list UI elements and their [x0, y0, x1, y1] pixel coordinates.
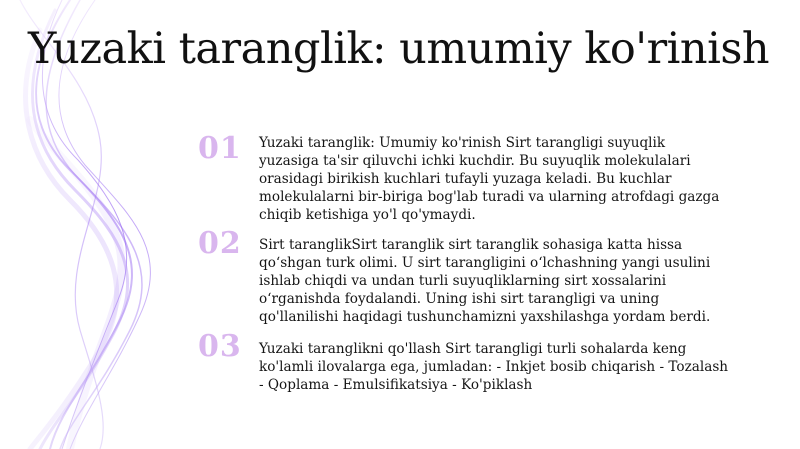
item-text-2: Sirt taranglikSirt taranglik sirt taranglik sohasiga katta hissa qo‘shgan turk olimi. U sirt tarangligini o‘lchashning yangi usulini ishlab chiqdi va undan turli suyuqliklarning sirt xossalarini o‘rganishda foydalandi. Uning ishi sirt tarangligi va uning qo'llanilishi haqidagi tushunchamizni yaxshilashga yordam berdi. [259, 237, 711, 325]
item-number-1: 01 [198, 131, 242, 166]
item-text-1: Yuzaki taranglik: Umumiy ko'rinish Sirt tarangligi suyuqlik yuzasiga ta'sir qiluvchi ichki kuchdir. Bu suyuqlik molekulalari orasidagi birikish kuchlari tufayli yuzaga keladi. Bu kuchlar molekulalarni bir-biriga bog'lab turadi va ularning atrofdagi gazga chiqib ketishiga yo'l qo'ymaydi. [259, 135, 720, 223]
item-number-2: 02 [198, 226, 242, 261]
item-text-3: Yuzaki taranglikni qo'llash Sirt tarangligi turli sohalarda keng ko'lamli ilovalarga ega, jumladan: - Inkjet bosib chiqarish - Tozalash - Qoplama - Emulsifikatsiya - Ko'piklash [259, 341, 729, 393]
slide-title: Yuzaki taranglik: umumiy ko'rinish [28, 24, 770, 74]
item-number-3: 03 [198, 329, 242, 364]
